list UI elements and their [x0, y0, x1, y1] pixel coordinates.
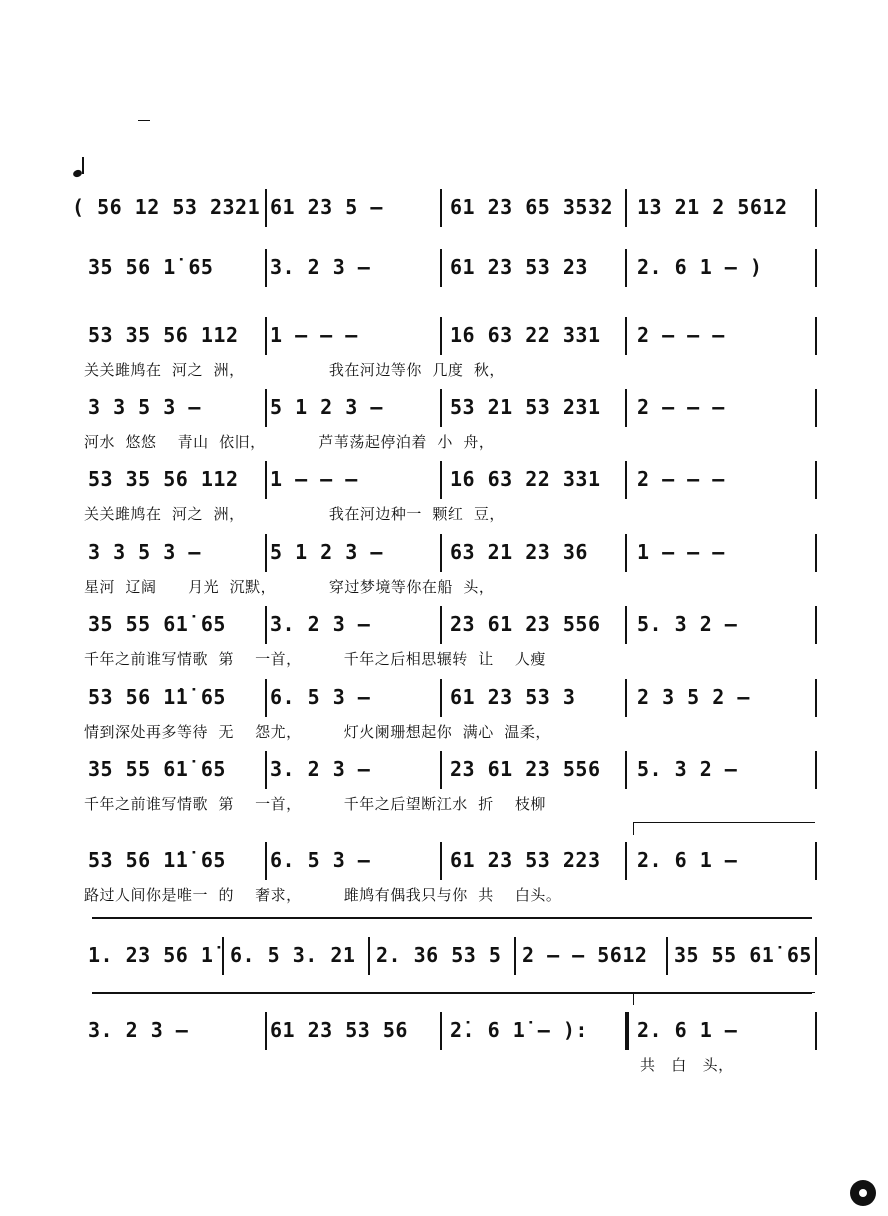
measure: 3 3 5 3 – [88, 540, 201, 564]
lyric-line: 关关雎鸠在 河之 洲， 我在河边等你 几度 秋， [84, 361, 505, 379]
measure: 61 23 53 56 [270, 1018, 408, 1042]
bar-line [265, 842, 267, 880]
lyric-line: 路过人间你是唯一 的 奢求， 雎鸠有偶我只与你 共 白头。 [84, 886, 562, 904]
measure: 53 21 53 231 [450, 395, 601, 419]
measure: 23 61 23 556 [450, 757, 601, 781]
bar-line [440, 1012, 442, 1050]
measure: 53 35 56 112 [88, 323, 239, 347]
first-ending [633, 822, 815, 835]
bar-line [265, 679, 267, 717]
measure: 5. 3 2 – [637, 612, 738, 636]
bar-line [265, 461, 267, 499]
bar-line [815, 389, 817, 427]
lyric-line: 情到深处再多等待 无 怨尤， 灯火阑珊想起你 满心 温柔， [84, 723, 551, 741]
measure: 35 55 61̇ 65 [674, 943, 812, 967]
bar-line [265, 389, 267, 427]
bar-line [625, 842, 627, 880]
lyric-line: 千年之前谁写情歌 第 一首， 千年之后相思辗转 让 人瘦 [84, 650, 546, 668]
score-row [0, 612, 888, 682]
bar-line [625, 317, 627, 355]
measure: 3 3 5 3 – [88, 395, 201, 419]
measure: 53 35 56 112 [88, 467, 239, 491]
bar-line [265, 317, 267, 355]
score-row [0, 395, 888, 465]
measure: 1 – – – [637, 540, 725, 564]
score-row [0, 848, 888, 918]
score-row [0, 540, 888, 610]
measure: 61 23 5 – [270, 195, 383, 219]
bar-line [265, 189, 267, 227]
measure: 35 55 61̇ 65 [88, 612, 226, 636]
measure: 61 23 65 3532 [450, 195, 614, 219]
measure: 2̇. 6 1̇ – ): [450, 1018, 588, 1042]
measure: 61 23 53 223 [450, 848, 601, 872]
score-row [0, 323, 888, 393]
measure: 5 1 2 3 – [270, 395, 383, 419]
tempo-mark [73, 160, 87, 177]
measure: 16 63 22 331 [450, 467, 601, 491]
measure: ( 56 12 53 2321 [72, 195, 261, 219]
measure: 2. 36 53 5 [376, 943, 502, 967]
measure: 13 21 2 5612 [637, 195, 788, 219]
score-row [0, 757, 888, 827]
bar-line [440, 317, 442, 355]
measure: 5. 3 2 – [637, 757, 738, 781]
bar-line [666, 937, 668, 975]
measure: 3. 2 3 – [270, 757, 371, 781]
bar-line [440, 189, 442, 227]
bar-line [815, 842, 817, 880]
measure: 2 – – 5612 [522, 943, 648, 967]
bar-line [625, 461, 627, 499]
measure: 2. 6 1 – [637, 848, 738, 872]
lyric-line: 关关雎鸠在 河之 洲， 我在河边种一 颗红 豆， [84, 505, 505, 523]
bar-line [440, 606, 442, 644]
measure: 6. 5 3 – [270, 848, 371, 872]
lyric-line: 星河 辽阔 月光 沉默， 穿过梦境等你在船 头， [84, 578, 495, 596]
bar-line [815, 1012, 817, 1050]
measure: 2 – – – [637, 395, 725, 419]
lyric-line: 千年之前谁写情歌 第 一首， 千年之后望断江水 折 枝柳 [84, 795, 546, 813]
bar-line [440, 249, 442, 287]
bar-line [440, 679, 442, 717]
bar-line [625, 249, 627, 287]
bar-line [815, 461, 817, 499]
measure: 2 – – – [637, 467, 725, 491]
measure: 16 63 22 331 [450, 323, 601, 347]
site-logo [850, 1180, 880, 1206]
measure: 2. 6 1 – ) [637, 255, 763, 279]
measure: 53 56 1̇1̇ 65 [88, 685, 226, 709]
bar-line [625, 606, 627, 644]
bar-line [440, 389, 442, 427]
bar-line [815, 606, 817, 644]
score-row [0, 467, 888, 537]
measure: 2 3 5 2 – [637, 685, 750, 709]
measure: 6. 5 3. 21 [230, 943, 356, 967]
bar-line [815, 751, 817, 789]
bar-line [440, 842, 442, 880]
bar-line [265, 606, 267, 644]
record-icon [850, 1180, 876, 1206]
measure: 53 56 1̇1̇ 65 [88, 848, 226, 872]
bar-line [815, 534, 817, 572]
bar-line [625, 389, 627, 427]
measure: 2. 6 1 – [637, 1018, 738, 1042]
score-row [0, 1018, 888, 1088]
measure: 35 56 1̇ 65 [88, 255, 214, 279]
bar-line [815, 679, 817, 717]
second-ending [633, 992, 815, 1005]
measure: 23 61 23 556 [450, 612, 601, 636]
score-row [0, 255, 888, 325]
bar-line [368, 937, 370, 975]
bar-line [265, 249, 267, 287]
bar-line [625, 1012, 629, 1050]
bar-line [625, 189, 627, 227]
measure: 3. 2 3 – [270, 255, 371, 279]
section-rule-top [92, 917, 812, 919]
lyric-line: 河水 悠悠 青山 依旧， 芦苇荡起停泊着 小 舟， [84, 433, 495, 451]
bar-line [514, 937, 516, 975]
measure: 61 23 53 3 [450, 685, 576, 709]
measure: 6. 5 3 – [270, 685, 371, 709]
measure: 1 – – – [270, 467, 358, 491]
bar-line [625, 751, 627, 789]
bar-line [222, 937, 224, 975]
measure: 5 1 2 3 – [270, 540, 383, 564]
bar-line [625, 534, 627, 572]
bar-line [265, 1012, 267, 1050]
measure: 61 23 53 23 [450, 255, 588, 279]
lyric-line: 共 白 头， [640, 1056, 734, 1074]
score-row [0, 685, 888, 755]
bar-line [815, 249, 817, 287]
measure: 2 – – – [637, 323, 725, 347]
bar-line [265, 751, 267, 789]
measure: 1. 23 56 1̇ [88, 943, 214, 967]
bar-line [625, 679, 627, 717]
measure: 1 – – – [270, 323, 358, 347]
bar-line [815, 317, 817, 355]
bar-line [815, 937, 817, 975]
measure: 3. 2 3 – [270, 612, 371, 636]
bar-line [440, 461, 442, 499]
bar-line [815, 189, 817, 227]
bar-line [265, 534, 267, 572]
measure: 3. 2 3 – [88, 1018, 189, 1042]
measure: 35 55 61̇ 65 [88, 757, 226, 781]
measure: 63 21 23 36 [450, 540, 588, 564]
bar-line [440, 751, 442, 789]
time-signature [138, 120, 150, 121]
bar-line [440, 534, 442, 572]
